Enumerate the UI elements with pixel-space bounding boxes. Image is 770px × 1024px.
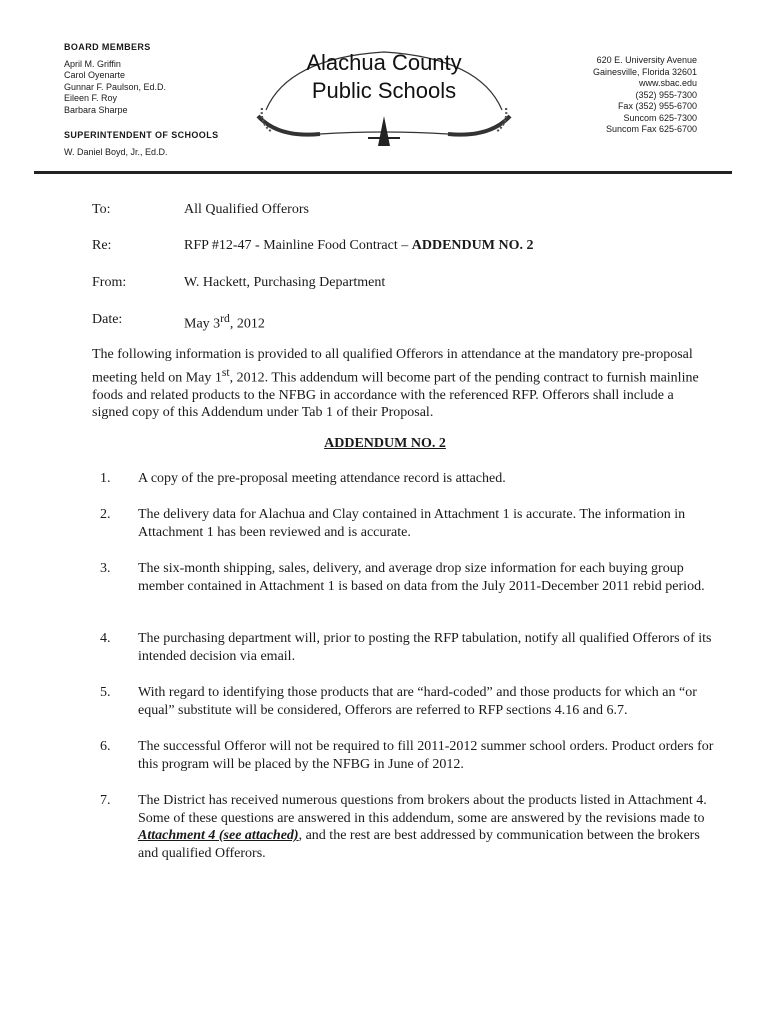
superintendent-name: W. Daniel Boyd, Jr., Ed.D. — [64, 146, 168, 157]
board-member: Eileen F. Roy — [64, 93, 118, 103]
item-text: The successful Offeror will not be required to fill 2011-2012 summer school orders. Product orders for this program will be placed by the NFBG in June of 2012. — [138, 739, 714, 772]
list-item — [100, 560, 718, 595]
item-text: The delivery data for Alachua and Clay contained in Attachment 1 is accurate. The information in Attachment 1 has been reviewed and is accurate. — [138, 507, 686, 540]
intro-paragraph — [92, 346, 712, 422]
intro-text-1: The following information is provided to all qualified Offerors in attendance at the mandatory pre-proposal meeting held on May 1 — [92, 347, 693, 386]
address-line: Fax (352) 955-6700 — [617, 101, 697, 111]
address-line: Suncom Fax 625-6700 — [605, 124, 697, 134]
list-item — [100, 792, 718, 862]
address-block — [593, 55, 697, 136]
memo-re-value — [184, 238, 533, 254]
item-text: With regard to identifying those products that are “hard-coded” and those products for which an “or equal” substitute will be considered, Offerors are referred to RFP sections 4.16 and 6.7. — [138, 685, 697, 718]
board-members-block — [64, 42, 219, 158]
board-members-heading: BOARD MEMBERS — [64, 42, 151, 52]
memo-to-value: All Qualified Offerors — [184, 202, 309, 217]
memo-date-suffix: rd — [220, 312, 230, 325]
memo-re-text: RFP #12-47 - Mainline Food Contract – — [184, 238, 412, 253]
item-number: 2. — [100, 507, 111, 522]
item-number: 7. — [100, 793, 111, 808]
item-number: 4. — [100, 631, 111, 646]
logo-line-2: Public Schools — [311, 78, 457, 103]
memo-date-year: , 2012 — [229, 316, 265, 332]
address-line: Suncom 625-7300 — [623, 112, 697, 123]
list-item — [100, 738, 718, 773]
item-number: 1. — [100, 471, 111, 486]
superintendent-heading: SUPERINTENDENT OF SCHOOLS — [64, 130, 219, 140]
item-number: 5. — [100, 685, 111, 700]
attachment-reference: Attachment 4 (see attached) — [138, 828, 299, 843]
board-member: Gunnar F. Paulson, Ed.D. — [64, 81, 167, 92]
list-item — [100, 684, 718, 719]
memo-from-value: W. Hackett, Purchasing Department — [184, 275, 386, 290]
address-line: (352) 955-7300 — [635, 89, 697, 100]
memo-date-label: Date: — [92, 312, 123, 327]
board-member: Carol Oyenarte — [64, 70, 126, 80]
item-text — [118, 792, 718, 862]
memo-re-addendum: ADDENDUM NO. 2 — [411, 238, 534, 253]
list-item — [100, 630, 718, 665]
item-number: 3. — [100, 561, 111, 576]
memo-re-label: Re: — [92, 238, 112, 253]
board-member: Barbara Sharpe — [64, 104, 128, 115]
address-line: 620 E. University Avenue — [596, 55, 697, 65]
logo-line-1: Alachua County — [306, 50, 462, 75]
district-logo — [248, 38, 520, 150]
address-line: www.sbac.edu — [638, 78, 697, 88]
intro-text-2: , 2012. This addendum will become part of the pending contract to furnish mainline foods and related products to the NFBG in accordance with the referenced RFP. Offerors shall include a signed copy of this Addendum under Tab 1 of their Proposal. — [92, 370, 699, 421]
memo-date-value — [184, 312, 265, 333]
item-text-part: , and the rest are best addressed by communication between the brokers and qualified Offerors. — [138, 828, 700, 861]
item-text: A copy of the pre-proposal meeting attendance record is attached. — [138, 471, 506, 486]
item-text-part: The District has received numerous questions from brokers about the products listed in Attachment 4. Some of these questions are answered in this addendum, some are answered by the revisions made to — [138, 793, 707, 826]
addendum-title: ADDENDUM NO. 2 — [324, 436, 446, 451]
item-text: The six-month shipping, sales, delivery, and average drop size information for each buying group member contained in Attachment 1 is based on data from the July 2011-December 2011 rebid period. — [138, 561, 705, 594]
address-line: Gainesville, Florida 32601 — [592, 66, 697, 77]
memo-from-label: From: — [92, 275, 127, 290]
list-item — [100, 506, 718, 541]
memo-to-label: To: — [92, 202, 111, 217]
list-item — [100, 470, 718, 488]
board-member: April M. Griffin — [64, 58, 121, 69]
intro-date-suffix: st — [221, 365, 230, 379]
item-number: 6. — [100, 739, 111, 754]
item-text: The purchasing department will, prior to posting the RFP tabulation, notify all qualified Offerors of its intended decision via email. — [138, 631, 712, 664]
memo-date-month: May 3 — [184, 316, 221, 332]
letterhead-divider — [34, 171, 732, 174]
